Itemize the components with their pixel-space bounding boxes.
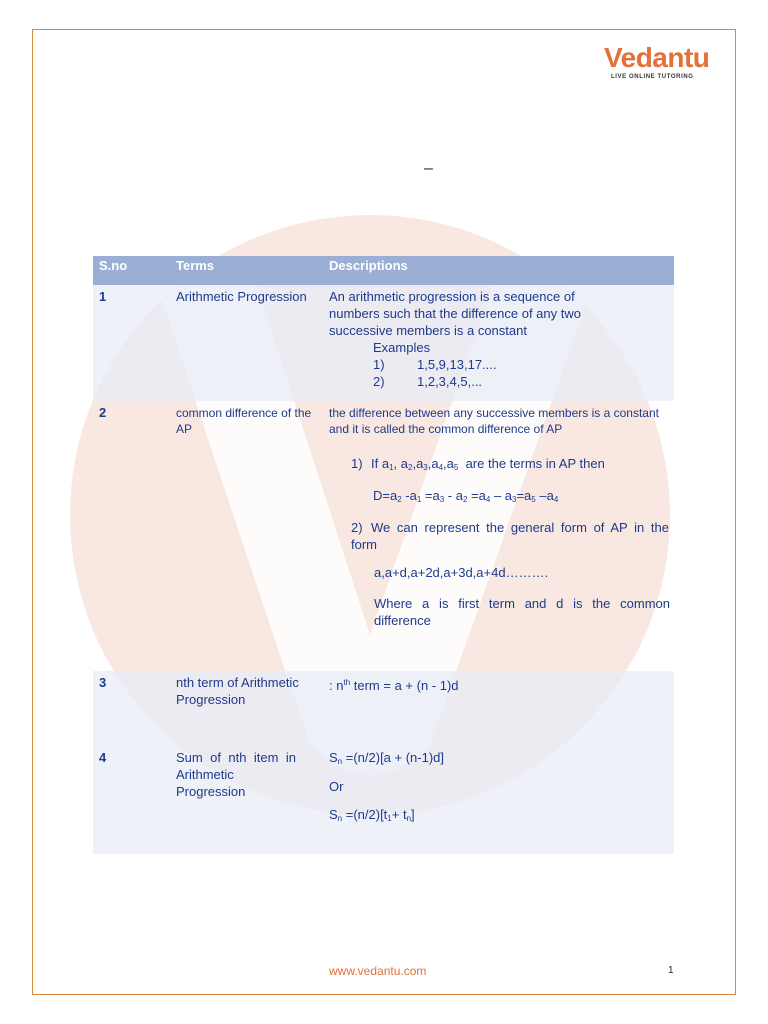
- row-term: nth term of Arithmetic Progression: [176, 675, 299, 707]
- title-dash: –: [424, 160, 433, 177]
- sum-formula-1: $S_n =(n/2)[a + (n-1)d]$: [329, 750, 445, 766]
- table-row: [93, 746, 674, 854]
- row-description: : $n^{th}$ term = a + (n - 1)d: [329, 678, 459, 693]
- ap-terms-table: [93, 256, 674, 854]
- ap-point-2: 2) We can represent the general form of AP in the form: [351, 520, 669, 552]
- row-term: Arithmetic Progression: [176, 289, 307, 304]
- or-label: Or: [329, 779, 344, 794]
- row-sno: 3: [99, 675, 107, 690]
- table-row: [93, 401, 674, 671]
- row-sno: 1: [99, 289, 107, 304]
- ap-point-1: 1) If $a_1$, $a_2,a_3,a_4,a_5$ are the terms in AP then: [351, 456, 605, 472]
- where-note: Where a is first term and d is the common difference: [374, 596, 670, 628]
- header-terms: Terms: [176, 258, 215, 273]
- logo-tagline: LIVE ONLINE TUTORING: [611, 74, 694, 80]
- page-number: 1: [668, 965, 674, 976]
- table-row: [93, 285, 674, 401]
- footer-website-link[interactable]: www.vedantu.com: [329, 964, 427, 978]
- logo-wordmark: Vedantu: [604, 42, 710, 73]
- row-term: Sum of nth item in Arithmetic Progression: [176, 750, 296, 799]
- row-sno: 2: [99, 405, 107, 420]
- examples-label: Examples: [373, 340, 431, 355]
- vedantu-logo: [600, 42, 710, 86]
- row-description: [329, 288, 674, 390]
- sum-formula-2: $S_n =(n/2)[t_1+ t_n]$: [329, 807, 415, 823]
- example-item: 2) 1,2,3,4,5,...: [373, 374, 483, 389]
- row-sno: 4: [99, 750, 107, 765]
- row-term: common difference of the AP: [176, 406, 312, 436]
- table-row: [93, 671, 674, 746]
- desc-line: successive members is a constant: [329, 323, 527, 338]
- table-header: [93, 256, 674, 285]
- row-description: the difference between any successive members is a constant and it is called the common difference of AP: [329, 406, 659, 436]
- header-sno: S.no: [99, 258, 128, 273]
- general-form: a,a+d,a+2d,a+3d,a+4d……….: [374, 565, 549, 580]
- desc-line: numbers such that the difference of any two: [329, 306, 581, 321]
- example-item: 1) 1,5,9,13,17....: [373, 357, 497, 372]
- desc-line: An arithmetic progression is a sequence of: [329, 289, 575, 304]
- common-difference-formula: $D=a_2$ $-a_1 =a_3 - a_2 =a_4 - a_3=a_5$ $-a_4$: [373, 488, 559, 504]
- header-descriptions: Descriptions: [329, 258, 408, 273]
